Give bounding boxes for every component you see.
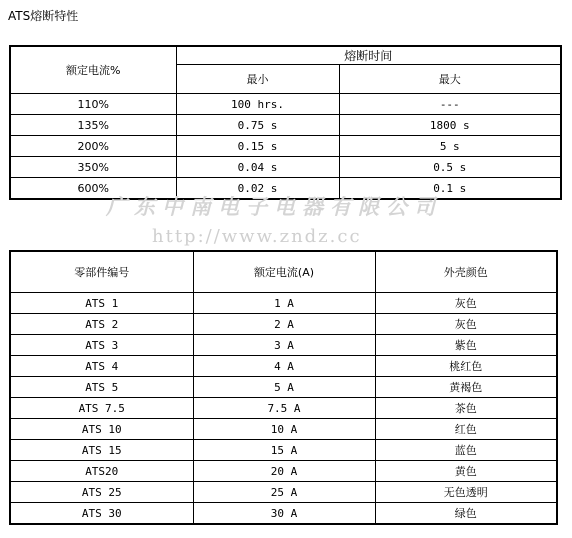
current-cell: 10 A — [193, 419, 375, 440]
current-cell: 25 A — [193, 482, 375, 503]
part-cell: ATS 10 — [10, 419, 193, 440]
color-cell: 蓝色 — [375, 440, 557, 461]
table-row — [10, 314, 557, 335]
table-row — [10, 482, 557, 503]
part-cell: ATS20 — [10, 461, 193, 482]
part-cell: ATS 25 — [10, 482, 193, 503]
color-cell: 绿色 — [375, 503, 557, 525]
min-cell: 100 hrs. — [176, 94, 339, 115]
rated-cell: 350% — [10, 157, 176, 178]
min-cell: 0.04 s — [176, 157, 339, 178]
table-row — [10, 335, 557, 356]
rated-cell: 135% — [10, 115, 176, 136]
rated-cell: 600% — [10, 178, 176, 200]
part-cell: ATS 5 — [10, 377, 193, 398]
table-row — [10, 440, 557, 461]
min-cell: 0.75 s — [176, 115, 339, 136]
part-cell: ATS 15 — [10, 440, 193, 461]
part-cell: ATS 30 — [10, 503, 193, 525]
min-cell: 0.15 s — [176, 136, 339, 157]
header-rated-current-a: 额定电流(A) — [193, 251, 375, 293]
table-row — [10, 136, 561, 157]
max-cell: 0.5 s — [339, 157, 561, 178]
part-cell: ATS 4 — [10, 356, 193, 377]
color-cell: 茶色 — [375, 398, 557, 419]
url-watermark: http://www.zndz.cc — [152, 226, 362, 247]
table-row — [10, 398, 557, 419]
current-cell: 5 A — [193, 377, 375, 398]
header-housing-color: 外壳颜色 — [375, 251, 557, 293]
color-cell: 无色透明 — [375, 482, 557, 503]
current-cell: 15 A — [193, 440, 375, 461]
table-row — [10, 377, 557, 398]
current-cell: 3 A — [193, 335, 375, 356]
part-cell: ATS 2 — [10, 314, 193, 335]
header-max: 最大 — [339, 65, 561, 94]
fusing-characteristics-table — [9, 45, 562, 200]
rated-cell: 110% — [10, 94, 176, 115]
table-row — [10, 293, 557, 314]
header-fusing-time: 熔断时间 — [176, 46, 561, 65]
part-cell: ATS 7.5 — [10, 398, 193, 419]
header-rated-current: 额定电流% — [10, 46, 176, 94]
company-watermark: 广东中南电子电器有限公司 — [106, 194, 442, 219]
max-cell: 5 s — [339, 136, 561, 157]
current-cell: 7.5 A — [193, 398, 375, 419]
current-cell: 1 A — [193, 293, 375, 314]
color-cell: 灰色 — [375, 314, 557, 335]
color-cell: 紫色 — [375, 335, 557, 356]
min-cell: 0.02 s — [176, 178, 339, 200]
current-cell: 30 A — [193, 503, 375, 525]
table-row — [10, 461, 557, 482]
table-row — [10, 419, 557, 440]
table-row — [10, 503, 557, 525]
color-cell: 黄色 — [375, 461, 557, 482]
color-cell: 黄褐色 — [375, 377, 557, 398]
color-cell: 灰色 — [375, 293, 557, 314]
color-cell: 桃红色 — [375, 356, 557, 377]
rated-cell: 200% — [10, 136, 176, 157]
header-part-number: 零部件编号 — [10, 251, 193, 293]
max-cell: 1800 s — [339, 115, 561, 136]
max-cell: 0.1 s — [339, 178, 561, 200]
part-rating-table — [9, 250, 558, 525]
current-cell: 2 A — [193, 314, 375, 335]
part-cell: ATS 3 — [10, 335, 193, 356]
table-row — [10, 115, 561, 136]
header-min: 最小 — [176, 65, 339, 94]
color-cell: 红色 — [375, 419, 557, 440]
table-row — [10, 356, 557, 377]
current-cell: 4 A — [193, 356, 375, 377]
page-title: ATS熔断特性 — [8, 9, 79, 23]
part-cell: ATS 1 — [10, 293, 193, 314]
max-cell: --- — [339, 94, 561, 115]
table-row — [10, 157, 561, 178]
current-cell: 20 A — [193, 461, 375, 482]
table-row — [10, 94, 561, 115]
